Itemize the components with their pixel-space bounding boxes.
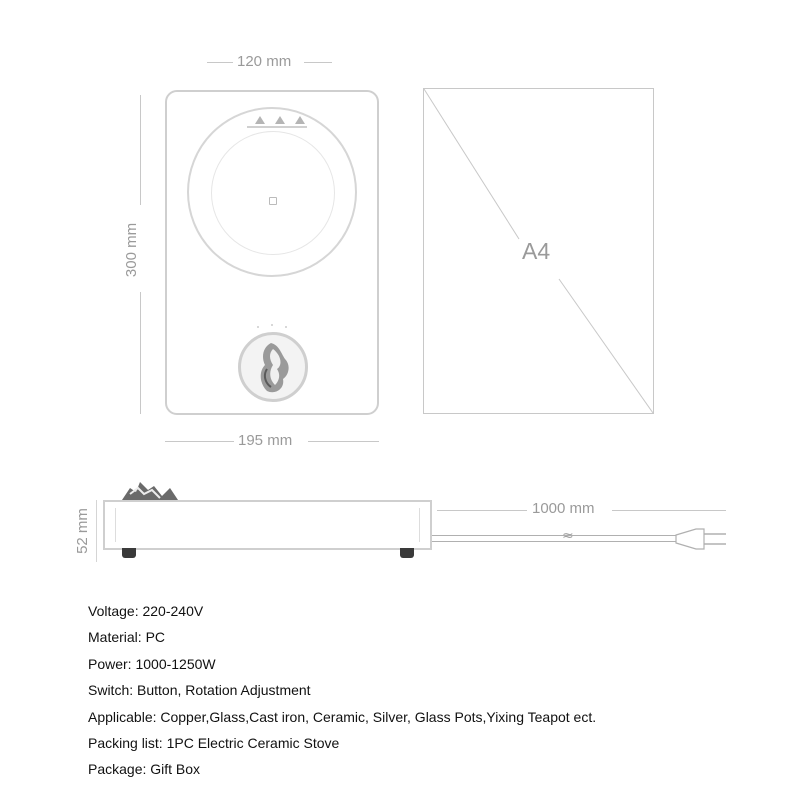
top-width-dimension-line-left <box>207 62 235 63</box>
cord-break-mark: ≈ <box>562 528 574 544</box>
power-plug-icon <box>674 524 730 554</box>
spec-packing-list: Packing list: 1PC Electric Ceramic Stove <box>88 734 340 751</box>
stove-top-view <box>165 90 379 415</box>
warning-triangle-icon <box>295 116 305 124</box>
cord-dimension-line-left <box>437 510 527 511</box>
height-label: 52 mm <box>74 504 92 558</box>
heating-plate-inner-ring <box>211 131 335 255</box>
side-view-edge-left <box>115 508 116 542</box>
length-dimension-line-top <box>140 95 141 205</box>
control-knob-icon <box>238 332 308 402</box>
knob-indicator-dots <box>257 324 287 328</box>
length-label: 300 mm <box>123 219 141 281</box>
power-cord-lower <box>432 541 676 542</box>
stove-foot-right <box>400 548 414 558</box>
top-width-dimension-line-right <box>304 62 332 63</box>
length-dimension-line-bottom <box>140 292 141 414</box>
a4-label: A4 <box>522 238 551 264</box>
knob-side-profile-icon <box>120 480 190 502</box>
warning-text-strip <box>247 126 307 128</box>
spec-material: Material: PC <box>88 629 166 646</box>
center-mark-icon <box>269 197 277 205</box>
spec-list <box>88 598 596 783</box>
cord-length-label: 1000 mm <box>528 500 599 518</box>
bottom-width-dimension-line-right <box>308 441 379 442</box>
bottom-width-label: 195 mm <box>234 432 296 450</box>
warning-triangle-icon <box>275 116 285 124</box>
stove-foot-left <box>122 548 136 558</box>
heating-plate <box>187 107 357 277</box>
side-view-edge-right <box>419 508 420 542</box>
spec-power: Power: 1000-1250W <box>88 655 216 672</box>
spec-package: Package: Gift Box <box>88 761 201 778</box>
height-dimension-line <box>96 500 97 562</box>
knob-reflection-icon <box>241 335 305 399</box>
spec-switch: Switch: Button, Rotation Adjustment <box>88 682 311 699</box>
warning-triangle-icon <box>255 116 265 124</box>
spec-voltage: Voltage: 220-240V <box>88 603 204 619</box>
cord-dimension-line-right <box>612 510 726 511</box>
bottom-width-dimension-line-left <box>165 441 235 442</box>
spec-applicable: Applicable: Copper,Glass,Cast iron, Ceramic, Silver, Glass Pots,Yixing Teapot ect. <box>88 708 597 725</box>
top-width-label: 120 mm <box>233 53 295 71</box>
power-cord-upper <box>432 535 676 536</box>
stove-side-view <box>103 500 432 550</box>
